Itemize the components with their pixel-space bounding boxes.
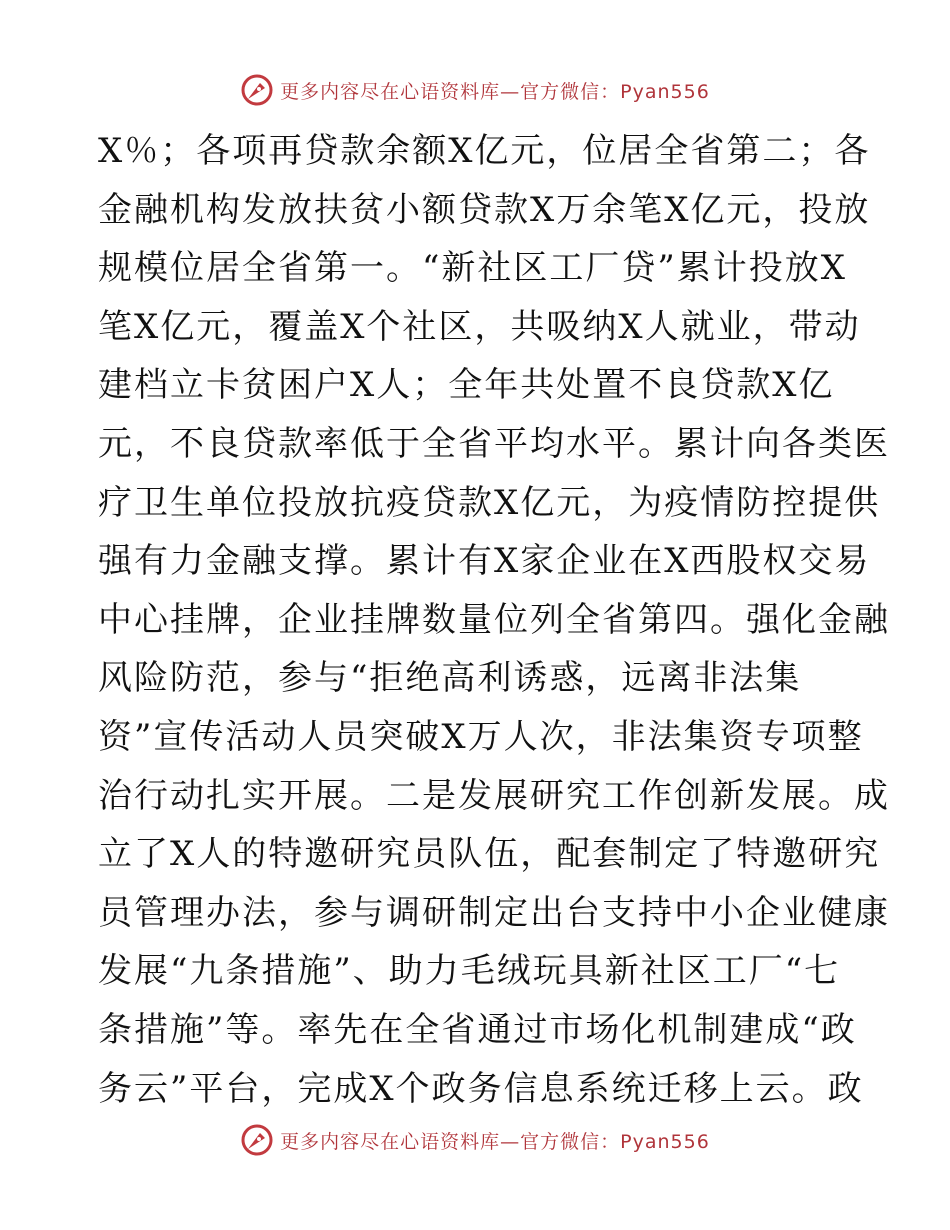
- document-body: [98, 122, 890, 1118]
- text-line: 务云”平台，完成X个政务信息系统迁移上云。政: [98, 1068, 864, 1109]
- footer-banner: [0, 1120, 950, 1160]
- pen-nib-circle-icon: [240, 73, 274, 107]
- banner-text: 更多内容尽在心语资料库—官方微信：Pyan556: [280, 80, 710, 103]
- text-line: 立了X人的特邀研究员队伍，配套制定了特邀研究: [98, 834, 881, 875]
- text-line: 员管理办法，参与调研制定出台支持中小企业健康: [98, 892, 890, 933]
- text-line: 风险防范，参与“拒绝高利诱惑，远离非法集: [98, 658, 802, 699]
- text-line: 元，不良贷款率低于全省平均水平。累计向各类医: [98, 423, 890, 464]
- text-line: 规模位居全省第一。“新社区工厂贷”累计投放X: [98, 248, 847, 289]
- text-line: 治行动扎实开展。二是发展研究工作创新发展。成: [98, 775, 890, 816]
- banner-text: 更多内容尽在心语资料库—官方微信：Pyan556: [280, 1130, 710, 1153]
- text-line: 疗卫生单位投放抗疫贷款X亿元，为疫情防控提供: [98, 482, 881, 523]
- text-line: 发展“九条措施”、助力毛绒玩具新社区工厂“七: [98, 951, 841, 992]
- header-banner: [0, 70, 950, 110]
- pen-nib-circle-icon: [240, 1123, 274, 1157]
- text-line: 中心挂牌，企业挂牌数量位列全省第四。强化金融: [98, 599, 890, 640]
- text-line: 条措施”等。率先在全省通过市场化机制建成“政: [98, 1009, 857, 1050]
- wechat-id: Pyan556: [620, 80, 710, 103]
- text-line: 笔X亿元，覆盖X个社区，共吸纳X人就业，带动: [98, 306, 861, 347]
- wechat-id: Pyan556: [620, 1130, 710, 1153]
- text-line: 强有力金融支撑。累计有X家企业在X西股权交易: [98, 541, 871, 582]
- text-line: 建档立卡贫困户X人；全年共处置不良贷款X亿: [98, 365, 835, 406]
- text-line: 资”宣传活动人员突破X万人次，非法集资专项整: [98, 716, 864, 757]
- text-line: 金融机构发放扶贫小额贷款X万余笔X亿元，投放: [98, 189, 871, 230]
- text-line: X％；各项再贷款余额X亿元，位居全省第二；各: [98, 131, 871, 171]
